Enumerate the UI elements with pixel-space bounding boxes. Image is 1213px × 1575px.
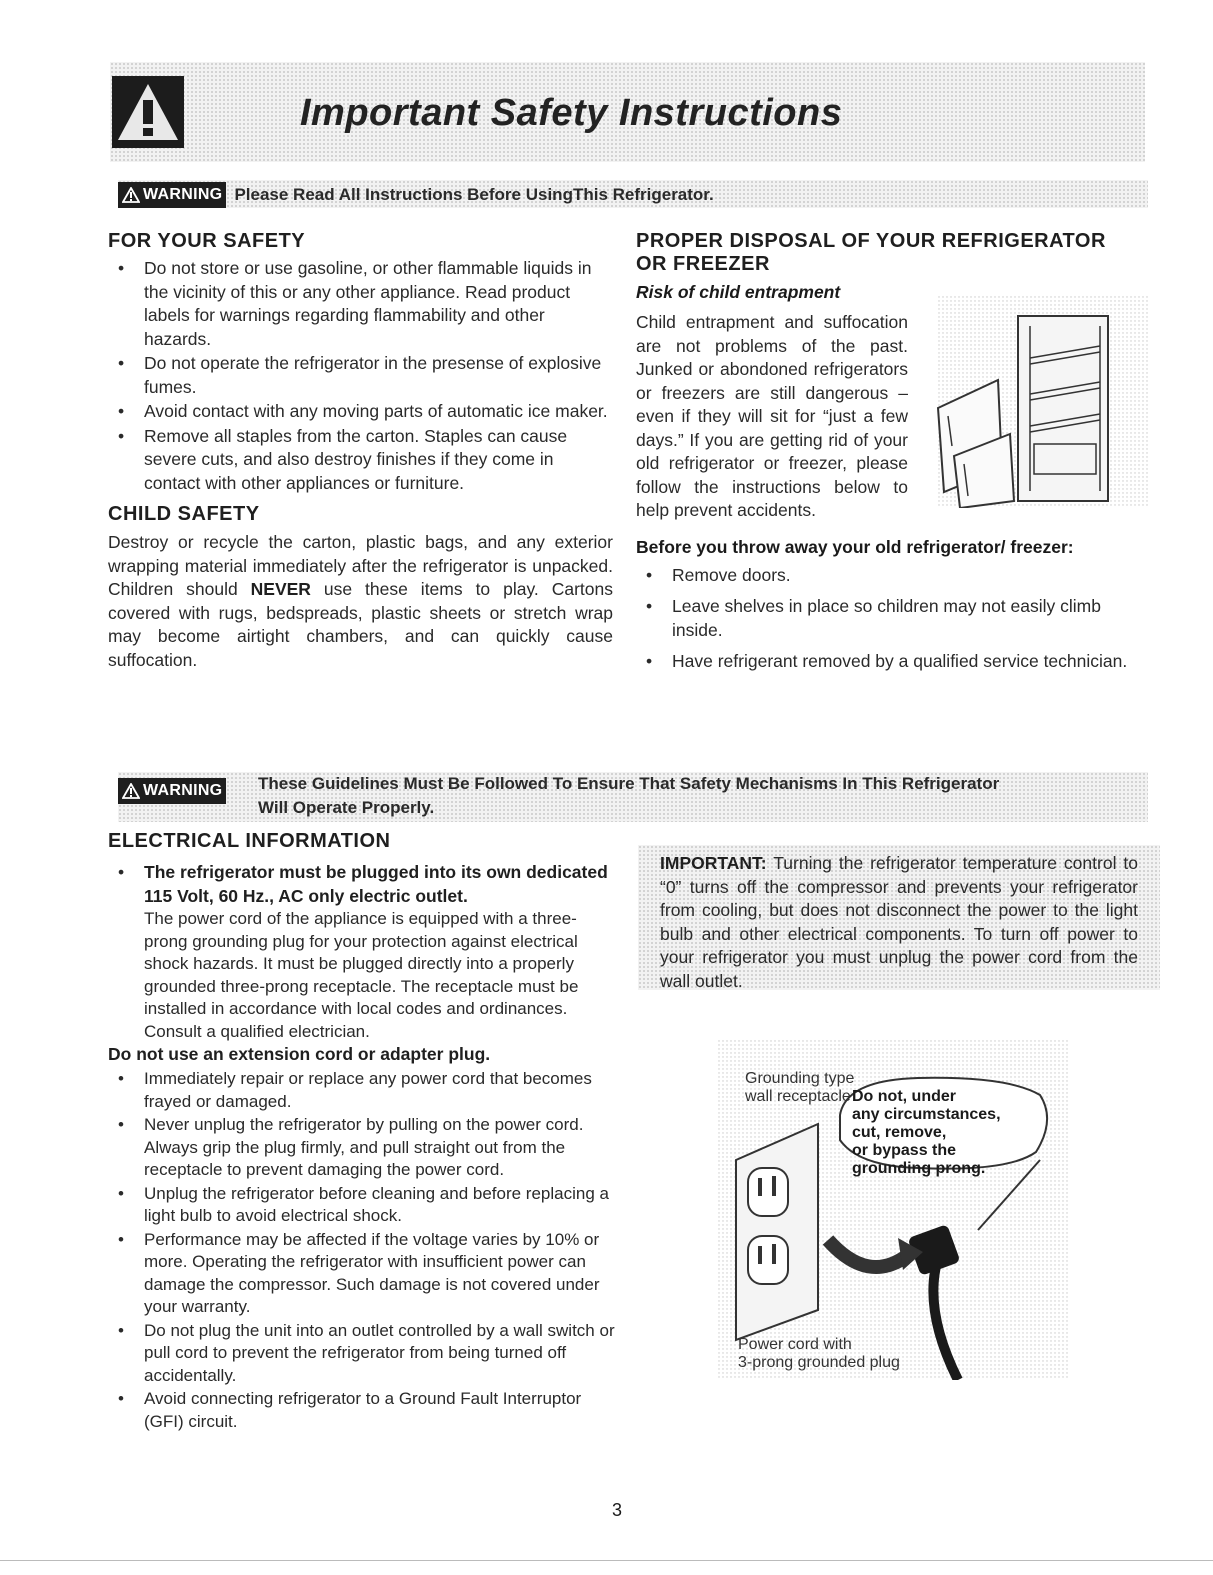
list-item: • Avoid connecting refrigerator to a Ground Fault Interruptor (GFI) circuit. bbox=[118, 1389, 582, 1431]
list-item: • Do not plug the unit into an outlet controlled by a wall switch or pull cord to prevent the refrigerator from being turned off accidentally. bbox=[118, 1320, 615, 1385]
electrical-heading: ELECTRICAL INFORMATION bbox=[108, 830, 391, 852]
your-safety-heading: FOR YOUR SAFETY bbox=[108, 230, 306, 252]
disposal-list bbox=[636, 564, 1156, 674]
list-item: • Do not operate the refrigerator in the presense of explosive fumes. bbox=[118, 353, 602, 397]
warning-badge: WARNING bbox=[118, 182, 226, 208]
top-warning-text: Please Read All Instructions Before UsingThis Refrigerator. bbox=[234, 185, 714, 204]
list-item: • The refrigerator must be plugged into its own dedicated 115 Volt, 60 Hz., AC only electric outlet. The power cord of the appliance is equipped with a three-prong grounding plug for your protection against electrical shock hazards. It must be plugged directly into a properly grounded three-prong receptacle. The receptacle must be installed in accordance with local codes and ordinances. Consult a qualified electrician. bbox=[118, 862, 608, 1041]
list-item: • Unplug the refrigerator before cleaning and before replacing a light bulb to avoid electrical shock. bbox=[118, 1183, 609, 1225]
left-column bbox=[108, 230, 613, 672]
list-item: • Do not store or use gasoline, or other flammable liquids in the vicinity of this or any other appliance. Read product labels for warnings regarding flammability and other hazards. bbox=[118, 258, 592, 349]
bottom-rule bbox=[0, 1560, 1213, 1561]
electrical-first-list bbox=[108, 861, 618, 1043]
page-number: 3 bbox=[612, 1500, 623, 1520]
important-text: IMPORTANT: Turning the refrigerator temperature control to “0” turns off the compressor and prevents your refrigerator from cooling, but does not disconnect the power to the light bulb and other electrical components. To turn off power to your refrigerator you must unplug the power cord from the wall outlet. bbox=[660, 853, 1138, 991]
extension-warning: Do not use an extension cord or adapter plug. bbox=[108, 1044, 491, 1064]
list-item: • Performance may be affected if the voltage varies by 10% or more. Operating the refrigerator with insufficient power can damage the compressor. Such damage is not covered under your warranty. bbox=[118, 1229, 600, 1316]
electrical-list bbox=[108, 1068, 618, 1433]
list-item: • Immediately repair or replace any power cord that becomes frayed or damaged. bbox=[118, 1069, 592, 1111]
list-item: • Never unplug the refrigerator by pulling on the power cord. Always grip the plug firmly, and pull straight out from the receptacle to prevent damaging the power cord. bbox=[118, 1115, 584, 1179]
list-item: • Remove all staples from the carton. Staples can cause severe cuts, and also destroy finishes if they come in contact with other appliances or furniture. bbox=[118, 425, 568, 493]
list-item: • Have refrigerant removed by a qualified service technician. bbox=[646, 651, 1128, 671]
power-cord-label: Power cord with 3-prong grounded plug bbox=[738, 1336, 900, 1371]
disposal-heading: PROPER DISPOSAL OF YOUR REFRIGERATOR OR FREEZER bbox=[636, 230, 1106, 275]
disposal-text: Child entrapment and suffocation are not problems of the past. Junked or abondoned refrigerators or freezers are still dangerous – even if they will sit for “just a few days.” If you are getting rid of your old refrigerator or freezer, please follow the instructions below to help prevent accidents. bbox=[636, 312, 908, 520]
your-safety-list bbox=[108, 257, 613, 495]
child-safety-heading: CHILD SAFETY bbox=[108, 503, 260, 525]
mid-warning-badge: WARNING bbox=[118, 778, 226, 804]
list-item: • Avoid contact with any moving parts of automatic ice maker. bbox=[118, 401, 608, 421]
page-title: Important Safety Instructions bbox=[300, 92, 843, 134]
mid-warning-text: These Guidelines Must Be Followed To Ensure That Safety Mechanisms In This Refrigerator Will Operate Properly. bbox=[258, 774, 1000, 817]
child-safety-text: Destroy or recycle the carton, plastic bags, and any exterior wrapping material immediately after the refrigerator is unpacked. Children should NEVER use these items to play. Cartons covered with rugs, bedspreads, plastic sheets or stretch wrap may become airtight chambers, and can quickly cause suffocation. bbox=[108, 532, 613, 670]
refrigerator-illustration bbox=[918, 296, 1150, 508]
warning-triangle-icon bbox=[112, 76, 184, 148]
disposal-subheading: Risk of child entrapment bbox=[636, 282, 841, 302]
alert-icon bbox=[122, 187, 140, 203]
top-warning bbox=[118, 182, 714, 208]
electrical-section bbox=[108, 830, 618, 1434]
alert-icon bbox=[122, 783, 140, 799]
before-throw-away-heading: Before you throw away your old refrigerator/ freezer: bbox=[636, 536, 1074, 557]
grounding-label-top: Grounding type wall receptacle bbox=[745, 1070, 855, 1105]
list-item: • Leave shelves in place so children may not easily climb inside. bbox=[646, 596, 1101, 640]
list-item: • Remove doors. bbox=[646, 564, 791, 585]
grounding-callout: Do not, under any circumstances, cut, remove, or bypass the grounding prong. bbox=[852, 1088, 1001, 1177]
